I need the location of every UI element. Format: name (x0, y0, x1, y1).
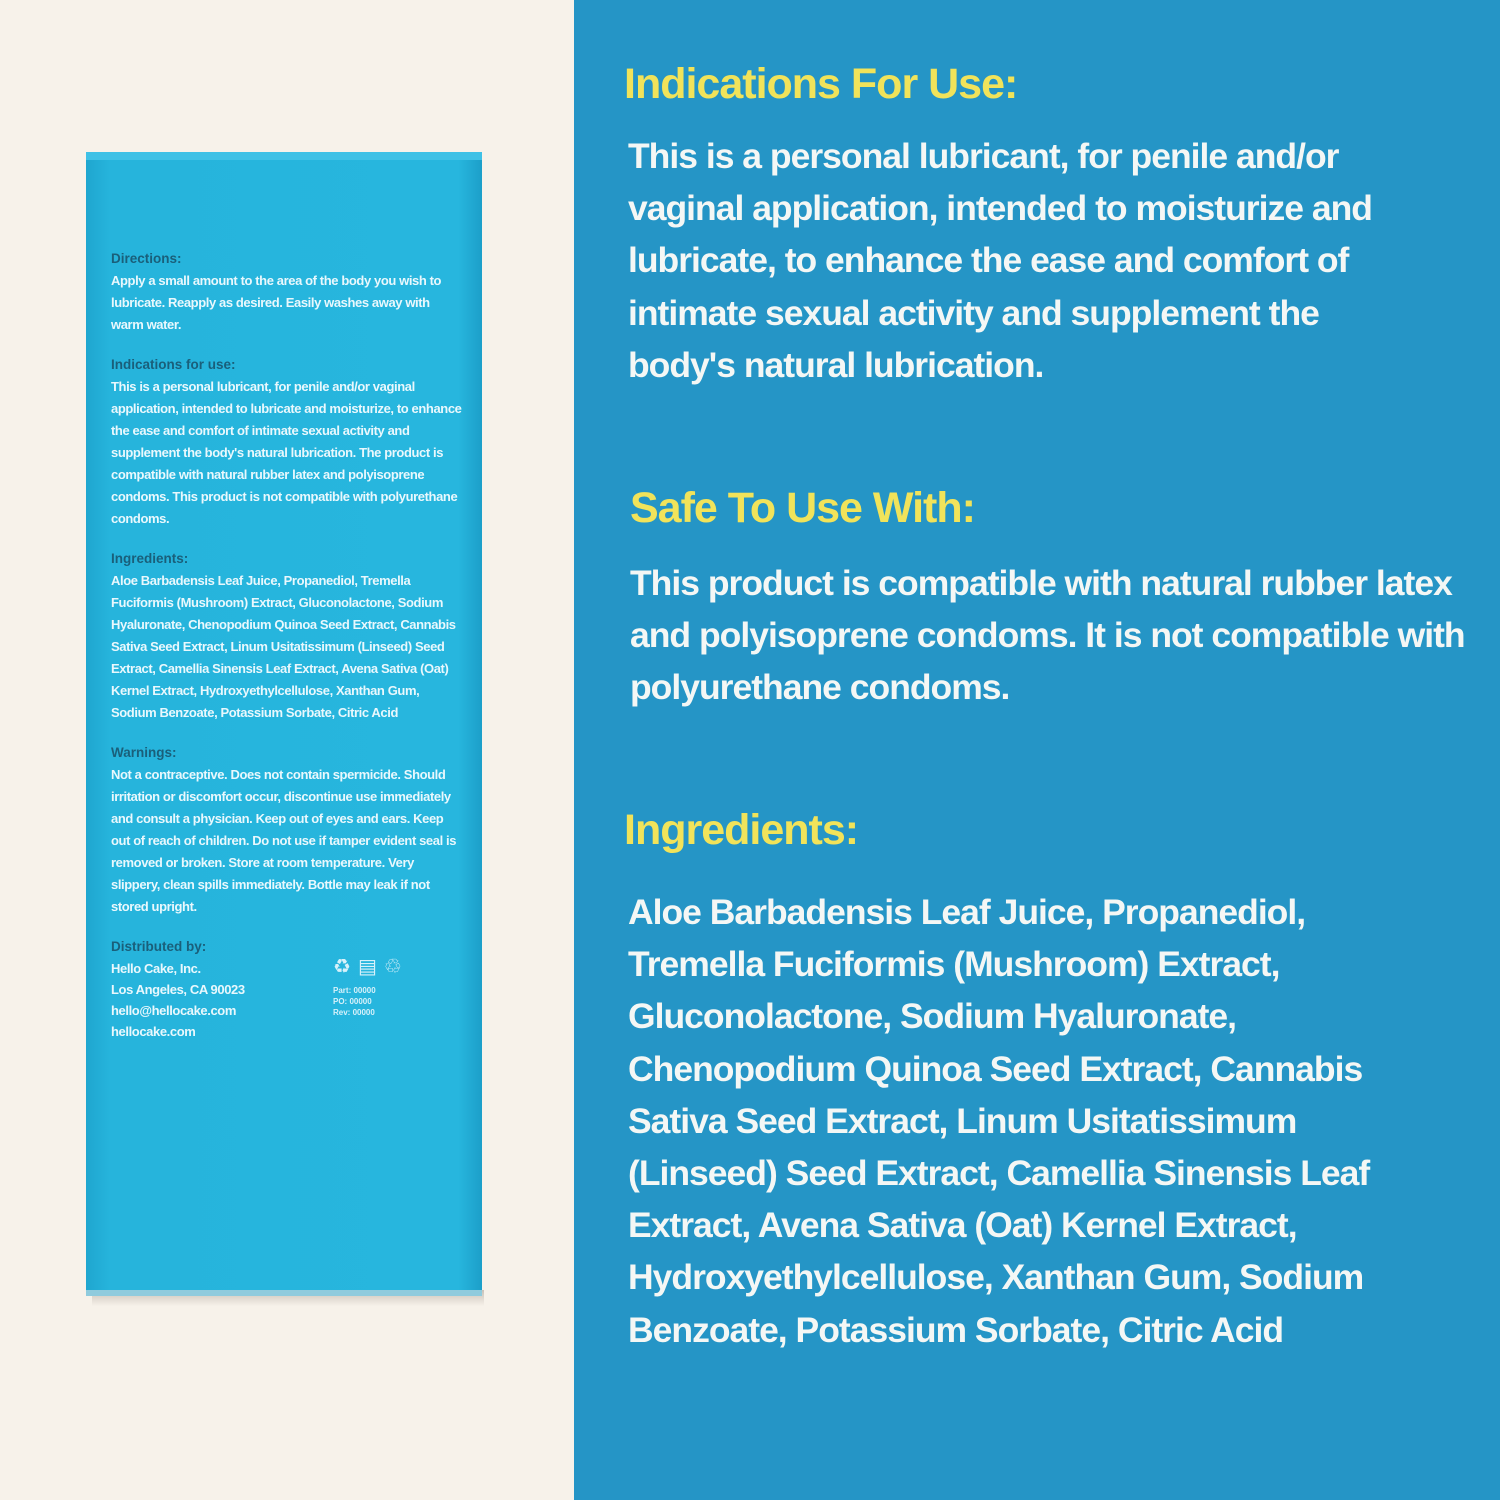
info-panel (574, 0, 1500, 1500)
distributor-company: Hello Cake, Inc. (111, 961, 201, 976)
indications-text: This is a personal lubricant, for penile and/or vaginal application, intended to moisturize and lubricate, to enhance the ease and comfort of intimate sexual activity and supplement the body's natural lubrication. (628, 136, 1372, 385)
box-warnings-text: Not a contraceptive. Does not contain spermicide. Should irritation or discomfort occur, discontinue use immediately and consult a physician. Keep out of eyes and ears. Keep out of reach of children. Do not use if tamper evident seal is removed or broken. Store at room temperature. Very slippery, clean spills immediately. Bottle may leak if not stored upright. (111, 767, 457, 914)
box-ingredients-text: Aloe Barbadensis Leaf Juice, Propanediol, Tremella Fuciformis (Mushroom) Extract, Gluconolactone, Sodium Hyaluronate, Chenopodium Quinoa Seed Extract, Cannabis Sativa Seed Extract, Linum Usitatissimum (Linseed) Seed Extract, Camellia Sinensis Leaf Extract, Avena Sativa (Oat) Kernel Extract, Hydroxyethylcellulose, Xanthan Gum, Sodium Benzoate, Potassium Sorbate, Citric Acid (111, 573, 456, 720)
box-warnings (111, 742, 463, 918)
safe-to-use-heading: Safe To Use With: (630, 484, 975, 532)
box-indications-heading: Indications for use: (111, 357, 236, 372)
distributor-email: hello@hellocake.com (111, 1003, 237, 1018)
box-label-text (111, 248, 463, 1042)
ingredients-text: Aloe Barbadensis Leaf Juice, Propanediol, Tremella Fuciformis (Mushroom) Extract, Gluconolactone, Sodium Hyaluronate, Chenopodium Quinoa Seed Extract, Cannabis Sativa Seed Extract, Linum Usitatissimum (Linseed) Seed Extract, Camellia Sinensis Leaf Extract, Avena Sativa (Oat) Kernel Extract, Hydroxyethylcellulose, Xanthan Gum, Sodium Benzoate, Potassium Sorbate, Citric Acid (628, 892, 1370, 1350)
mark-code-rev: Rev: 00000 (333, 1008, 375, 1017)
ingredients-heading: Ingredients: (624, 806, 859, 854)
manual-icon: ▤ (357, 956, 377, 978)
mark-code-part: Part: 00000 (333, 986, 376, 995)
mark-code-po: PO: 00000 (333, 997, 372, 1006)
recycle-bin-icon: ♻ (333, 956, 351, 978)
product-box (86, 152, 482, 1296)
box-directions-text: Apply a small amount to the area of the body you wish to lubricate. Reapply as desired. Easily washes away with warm water. (111, 273, 442, 332)
safe-to-use-text: This product is compatible with natural rubber latex and polyisoprene condoms. It is not compatible with polyurethane condoms. (630, 563, 1465, 708)
mark-icons (333, 954, 443, 979)
distributor-website: hellocake.com (111, 1024, 196, 1039)
distributor-lines (111, 958, 245, 1042)
recycle-icon: ♲ (383, 956, 402, 978)
box-distributor (111, 936, 245, 1042)
box-ingredients (111, 548, 463, 724)
mark-codes (333, 985, 443, 1018)
box-footer (111, 936, 463, 1042)
box-warnings-heading: Warnings: (111, 745, 177, 760)
distributor-city: Los Angeles, CA 90023 (111, 982, 245, 997)
box-marks (333, 954, 443, 1018)
distributor-heading: Distributed by: (111, 939, 207, 954)
box-directions-heading: Directions: (111, 251, 182, 266)
box-ingredients-heading: Ingredients: (111, 551, 189, 566)
product-photo-panel (0, 0, 574, 1500)
box-directions (111, 248, 463, 336)
box-indications-text: This is a personal lubricant, for penile and/or vaginal application, intended to lubricate and moisturize, to enhance the ease and comfort of intimate sexual activity and supplement the body's natural lubrication. The product is compatible with natural rubber latex and polyisoprene condoms. This product is not compatible with polyurethane condoms. (111, 379, 462, 526)
box-indications (111, 354, 463, 530)
indications-heading: Indications For Use: (624, 60, 1018, 108)
